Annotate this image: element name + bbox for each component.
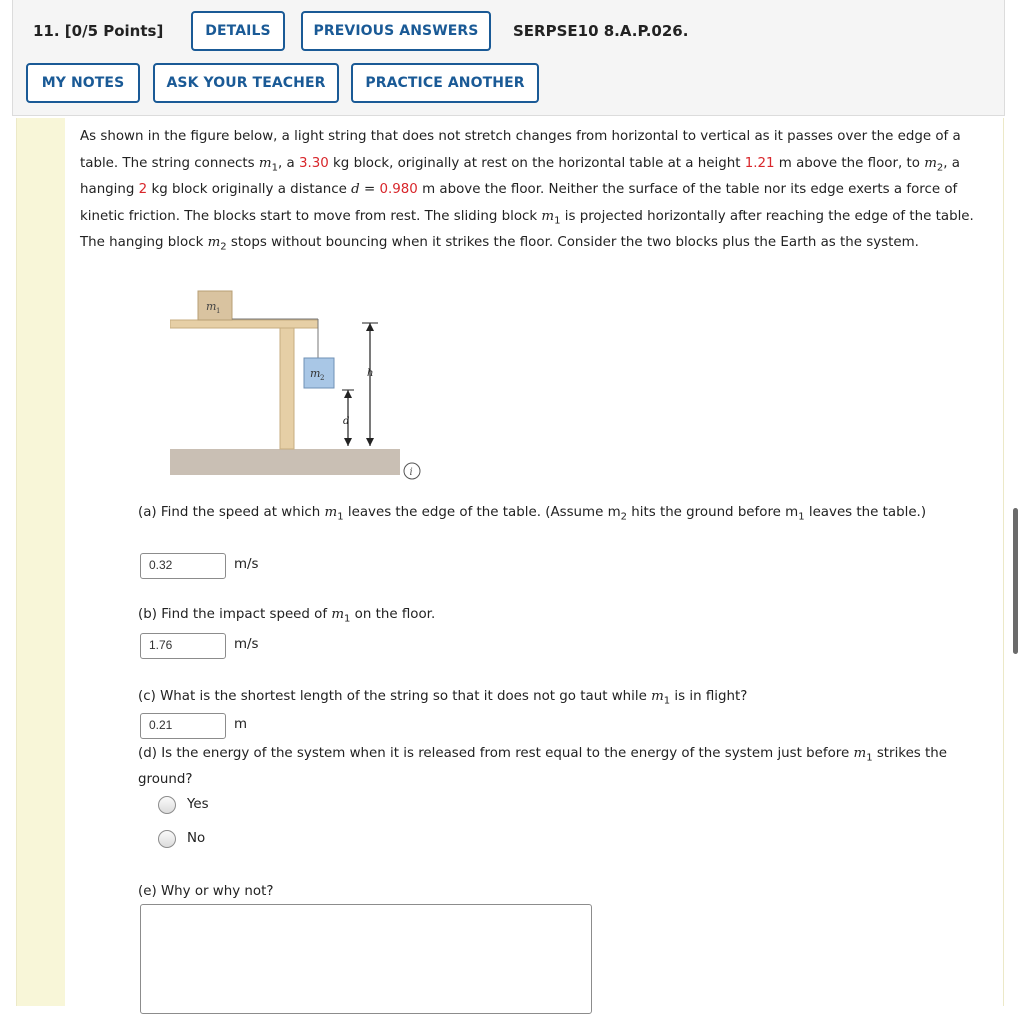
label-d: d — [343, 416, 350, 427]
my-notes-button[interactable]: MY NOTES — [26, 63, 140, 103]
distance-value: 0.980 — [379, 182, 418, 197]
problem-code: SERPSE10 8.A.P.026. — [513, 22, 689, 40]
mass1-value: 3.30 — [298, 155, 329, 171]
label-m2-sub: 2 — [320, 374, 325, 382]
part-a-question: (a) Find the speed at which $m_1$ leaves the edge of the table. (Assume $m_2$ hits the ground before $m_1$ leaves the table.) — [138, 505, 927, 523]
height-value: 1.21 — [744, 155, 775, 171]
previous-answers-button[interactable]: PREVIOUS ANSWERS — [301, 11, 491, 51]
label-m1: m — [206, 300, 217, 313]
mass2-value: 2 — [138, 182, 148, 197]
h-arrow-up — [366, 323, 374, 331]
label-h: h — [367, 368, 374, 379]
table-leg — [280, 328, 294, 449]
h-arrow-down — [366, 438, 374, 446]
part-c-unit: m — [234, 717, 248, 732]
info-icon-letter: i — [409, 467, 413, 478]
table-top — [170, 320, 318, 328]
question-points: 11. [0/5 Points] — [33, 22, 164, 40]
ask-your-teacher-button[interactable]: ASK YOUR TEACHER — [153, 63, 339, 103]
radio-yes-label: Yes — [187, 797, 209, 812]
part-a-unit: m/s — [234, 557, 259, 572]
label-m1-sub: 1 — [216, 307, 221, 315]
radio-no-label: No — [187, 831, 206, 846]
part-c-question: (c) What is the shortest length of the string so that it does not go taut while $m_1$ is in flight? — [138, 689, 748, 707]
physics-figure — [170, 286, 440, 486]
details-button[interactable]: DETAILS — [191, 11, 285, 51]
d-arrow-down — [344, 438, 352, 446]
question-header — [12, 0, 1005, 116]
part-a-answer-input[interactable]: 0.32 — [140, 553, 226, 579]
left-margin-strip — [17, 118, 65, 1006]
d-arrow-up — [344, 390, 352, 398]
part-d-question: (d) Is the energy of the system when it is released from rest equal to the energy of the system just before $m_1$ strikes the ground? — [138, 746, 948, 787]
part-b-question: (b) Find the impact speed of $m_1$ on the floor. — [138, 607, 436, 625]
page-scrollbar[interactable] — [1013, 508, 1018, 654]
radio-yes[interactable] — [158, 796, 176, 814]
label-m2: m — [310, 367, 321, 380]
part-e-answer-textarea[interactable] — [140, 904, 592, 1014]
problem-statement: As shown in the figure below, a light string that does not stretch changes from horizontal to vertical as it passes over the edge of a table. The string connects $m_1$, a 3.30 kg block, originally at rest on the horizontal table at a height 1.21 m above the floor, to $m_2$, a hanging 2 kg block originally a distance d = 0.980 m above the floor. Neither the surface of the table nor its edge exerts a force of kinetic friction. The blocks start to move from rest. The sliding block $m_1$ is projected horizontally after reaching the edge of the table. The hanging block $m_2$ stops without bouncing when it strikes the floor. Consider the two blocks plus the Earth as the system. — [80, 129, 974, 253]
part-e-question: (e) Why or why not? — [138, 884, 274, 899]
part-c-answer-input[interactable]: 0.21 — [140, 713, 226, 739]
part-b-unit: m/s — [234, 637, 259, 652]
part-b-answer-input[interactable]: 1.76 — [140, 633, 226, 659]
floor — [170, 449, 400, 475]
table-diagram — [170, 286, 440, 486]
practice-another-button[interactable]: PRACTICE ANOTHER — [351, 63, 539, 103]
radio-no[interactable] — [158, 830, 176, 848]
